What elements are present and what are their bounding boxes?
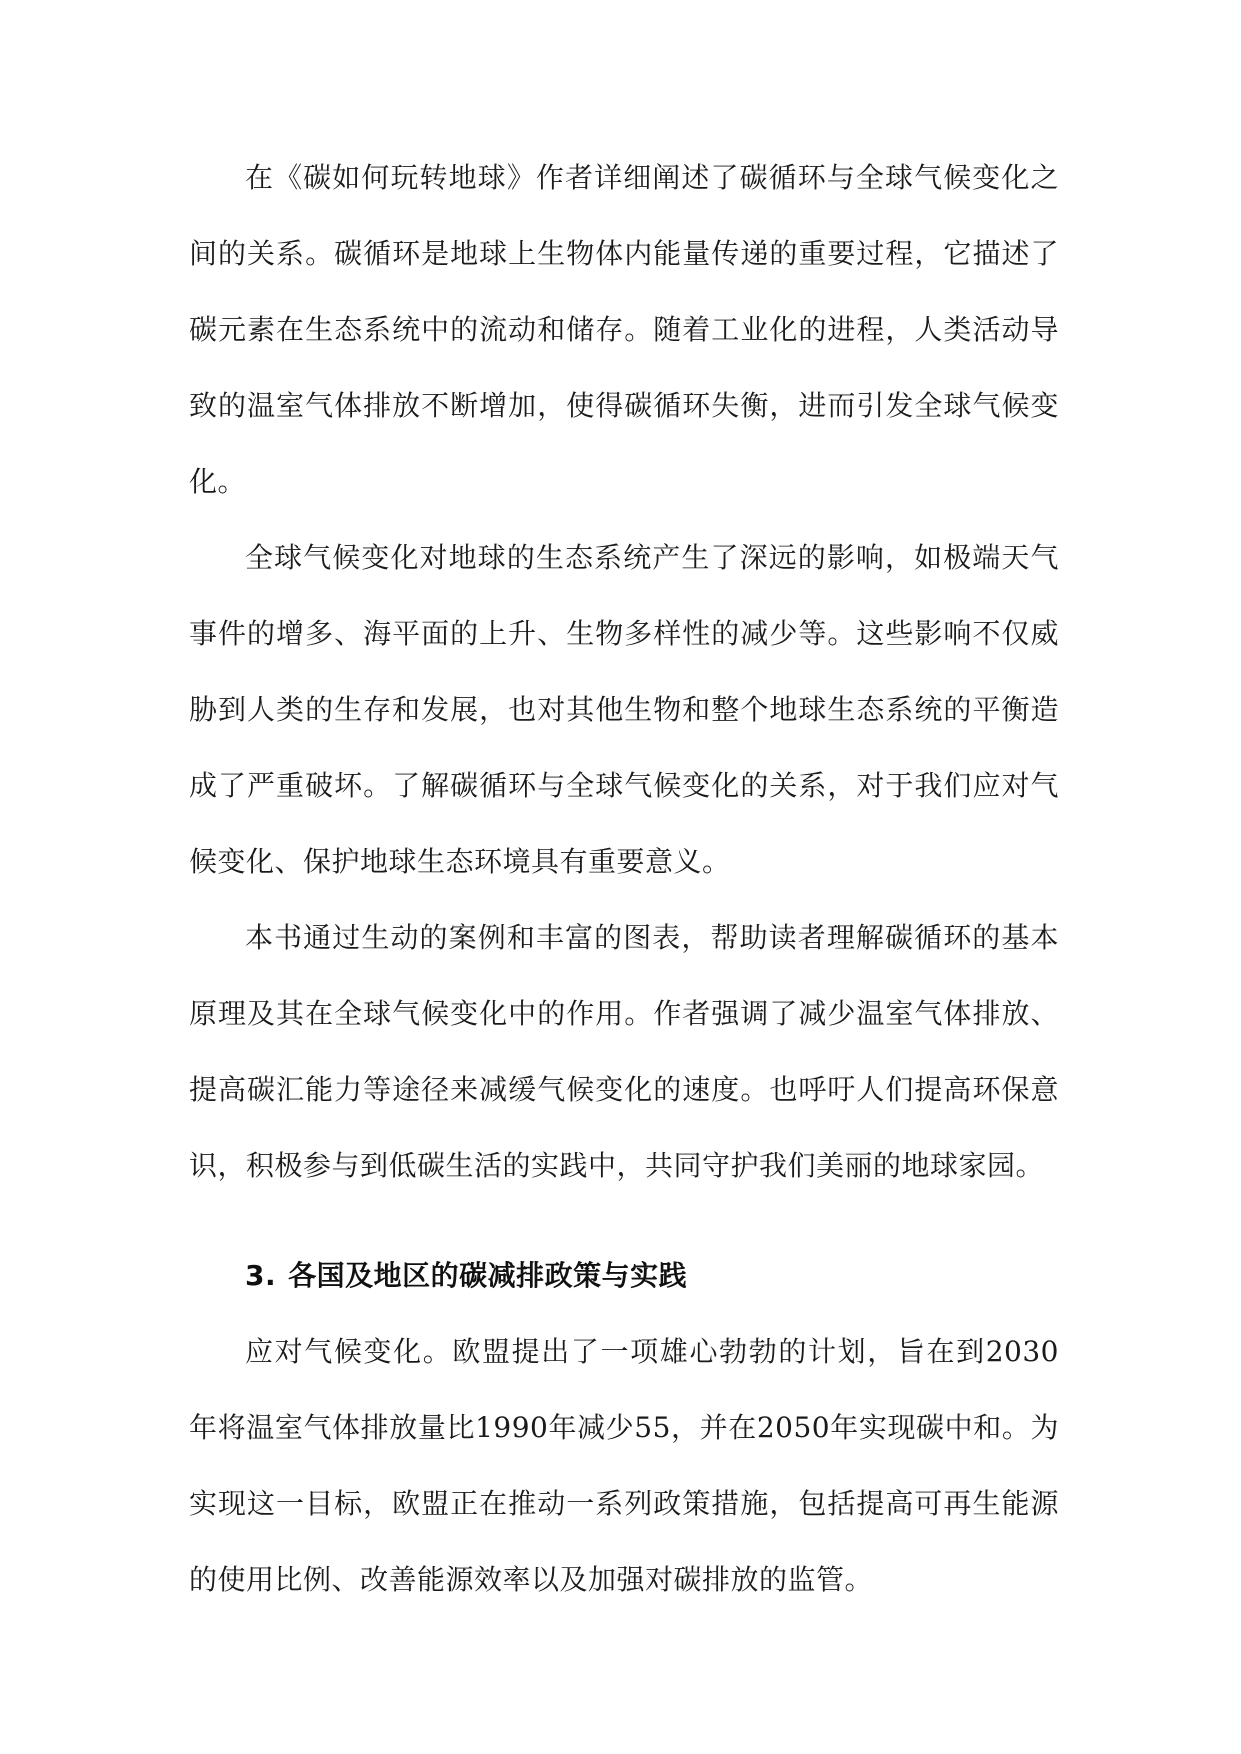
paragraph-book-summary: 本书通过生动的案例和丰富的图表，帮助读者理解碳循环的基本原理及其在全球气候变化中的作用。作者强调了减少温室气体排放、提高碳汇能力等途径来减缓气候变化的速度。也呼吁人们提高环保意识，积极参与到低碳生活的实践中，共同守护我们美丽的地球家园。 [189,921,1059,1182]
document-body [189,140,1059,1618]
section-title: 各国及地区的碳减排政策与实践 [288,1259,688,1292]
section-heading [189,1238,1059,1314]
section-number: 3. [245,1259,277,1292]
paragraph-climate-impacts: 全球气候变化对地球的生态系统产生了深远的影响，如极端天气事件的增多、海平面的上升、生物多样性的减少等。这些影响不仅威胁到人类的生存和发展，也对其他生物和整个地球生态系统的平衡造成了严重破坏。了解碳循环与全球气候变化的关系，对于我们应对气候变化、保护地球生态环境具有重要意义。 [189,541,1059,878]
paragraph-eu-policy: 应对气候变化。欧盟提出了一项雄心勃勃的计划，旨在到2030年将温室气体排放量比1990年减少55，并在2050年实现碳中和。为实现这一目标，欧盟正在推动一系列政策措施，包括提高可再生能源的使用比例、改善能源效率以及加强对碳排放的监管。 [189,1335,1059,1596]
paragraph-carbon-cycle-intro: 在《碳如何玩转地球》作者详细阐述了碳循环与全球气候变化之间的关系。碳循环是地球上生物体内能量传递的重要过程，它描述了碳元素在生态系统中的流动和储存。随着工业化的进程，人类活动导致的温室气体排放不断增加，使得碳循环失衡，进而引发全球气候变化。 [189,161,1059,498]
